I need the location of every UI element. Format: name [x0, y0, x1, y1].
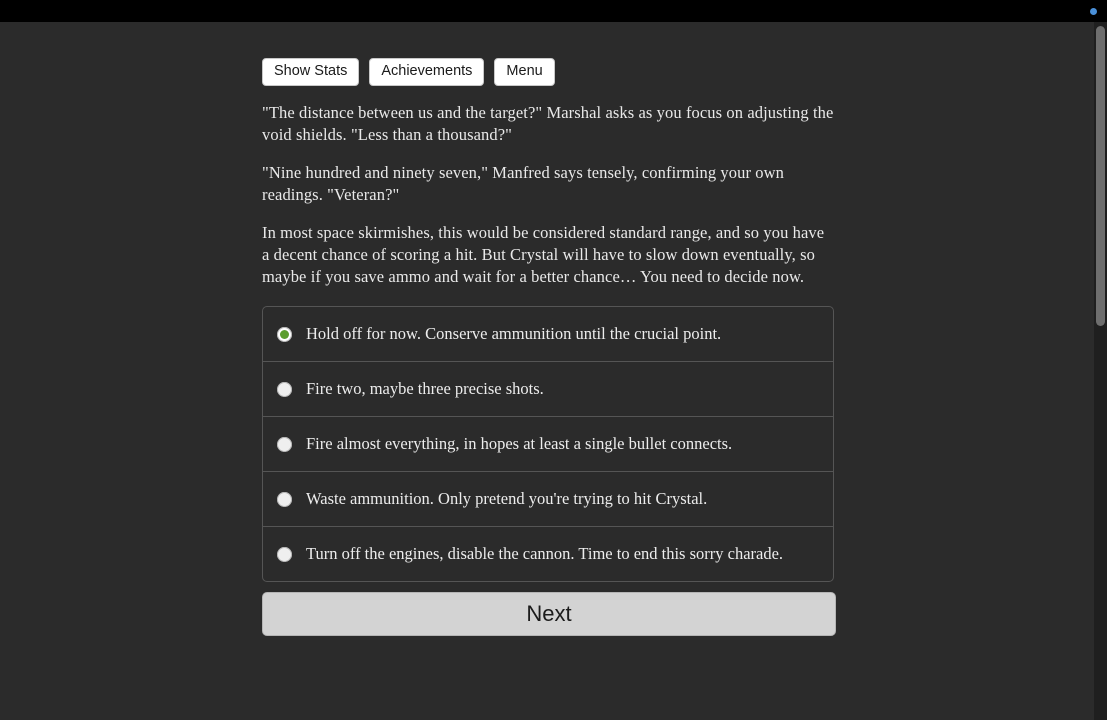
choice-label: Hold off for now. Conserve ammunition until the crucial point.	[306, 324, 722, 343]
choice-label: Waste ammunition. Only pretend you're trying to hit Crystal.	[306, 489, 708, 508]
choice-list	[262, 306, 834, 582]
achievements-button[interactable]: Achievements	[369, 58, 484, 86]
radio-icon[interactable]	[277, 382, 292, 397]
choice-label: Fire two, maybe three precise shots.	[306, 379, 544, 398]
choice-option-4[interactable]	[263, 472, 833, 527]
radio-icon[interactable]	[277, 547, 292, 562]
story-paragraph: "Nine hundred and ninety seven," Manfred says tensely, confirming your own readings. "Veteran?"	[262, 163, 785, 204]
choice-option-3[interactable]	[263, 417, 833, 472]
top-button-row	[262, 58, 834, 86]
vertical-scrollbar[interactable]	[1094, 22, 1107, 720]
status-indicator-dot	[1090, 8, 1097, 15]
scrollbar-thumb[interactable]	[1096, 26, 1105, 326]
next-button[interactable]: Next	[262, 592, 836, 636]
story-text	[262, 102, 834, 288]
choice-label: Turn off the engines, disable the cannon. Time to end this sorry charade.	[306, 544, 784, 563]
radio-icon[interactable]	[277, 437, 292, 452]
choice-option-5[interactable]	[263, 527, 833, 581]
choice-label: Fire almost everything, in hopes at least a single bullet connects.	[306, 434, 733, 453]
story-paragraph: In most space skirmishes, this would be considered standard range, and so you have a decent chance of scoring a hit. But Crystal will have to slow down eventually, so maybe if you save ammo and wait for a better chance… You need to decide now.	[262, 223, 825, 286]
radio-icon[interactable]	[277, 492, 292, 507]
story-paragraph: "The distance between us and the target?" Marshal asks as you focus on adjusting the void shields. "Less than a thousand?"	[262, 103, 834, 144]
menu-button[interactable]: Menu	[494, 58, 554, 86]
game-viewport	[0, 22, 1107, 720]
show-stats-button[interactable]: Show Stats	[262, 58, 359, 86]
title-bar	[0, 0, 1107, 22]
choice-option-1[interactable]	[263, 307, 833, 362]
story-content	[262, 58, 834, 636]
choice-option-2[interactable]	[263, 362, 833, 417]
radio-icon[interactable]	[277, 327, 292, 342]
